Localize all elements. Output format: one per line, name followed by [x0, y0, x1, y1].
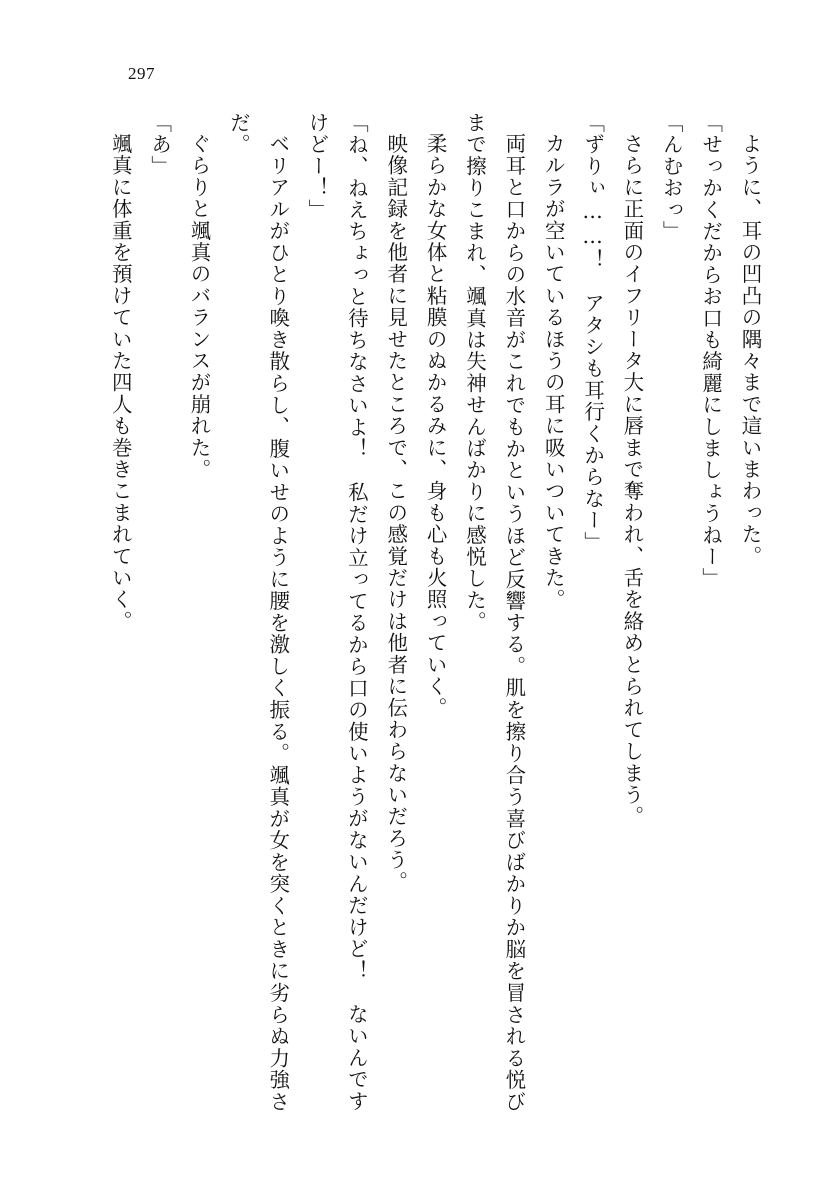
- paragraph: さらに正面のイフリータ大に唇まで奪われ、舌を絡めとられてしまう。: [619, 132, 644, 827]
- paragraph: ベリアルがひとり喚き散らし、腹いせのように腰を激しく振る。颯真が女を突くときに劣らぬ力強さだ。: [226, 112, 290, 1112]
- paragraph: ぐらりと颯真のバランスが崩れた。: [186, 132, 211, 480]
- paragraph: 柔らかな女体と粘膜のぬかるみに、身も心も火照っていく。: [423, 132, 448, 719]
- page-text-body: [79, 112, 769, 1112]
- paragraph: 「ね、ねえちょっと待ちなさいよ！ 私だけ立ってるから口の使いようがないんだけど！ ないんですけどー！」: [305, 112, 369, 1112]
- paragraph: ように、耳の凹凸の隅々まで這いまわった。: [738, 132, 762, 567]
- paragraph: 颯真に体重を預けていた四人も巻きこまれていく。: [108, 132, 133, 632]
- page-number: 297: [128, 64, 155, 83]
- paragraph: 「あ」: [147, 112, 172, 178]
- paragraph: 「ずりぃ……！ アタシも耳行くからなー」: [580, 112, 605, 553]
- paragraph: カルラが空いているほうの耳に吸いついてきた。: [541, 132, 566, 610]
- paragraph: 「せっかくだからお口も綺麗にしましょうねー」: [698, 112, 723, 590]
- paragraph: 「んむおっ」: [659, 112, 684, 243]
- paragraph: 映像記録を他者に見せたところで、この感覚だけは他者に伝わらないだろう。: [383, 132, 408, 892]
- paragraph: 両耳と口からの水音がこれでもかというほど反響する。肌を擦り合う喜びばかりか脳を冒される悦びまで擦りこまれ、颯真は失神せんばかりに感悦した。: [462, 112, 526, 1112]
